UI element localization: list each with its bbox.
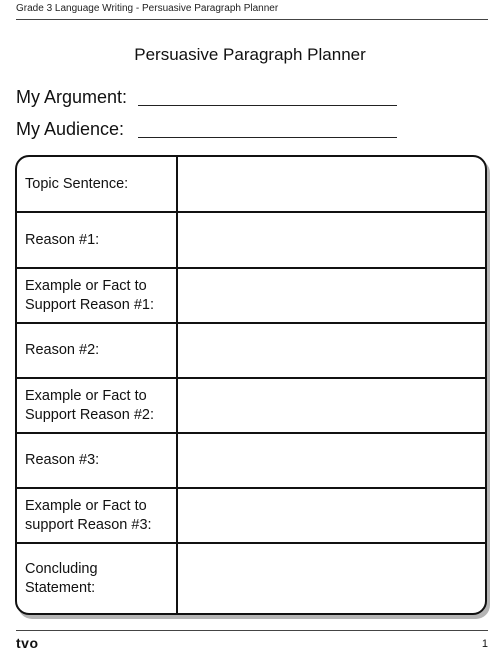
row-answer-cell[interactable]	[178, 489, 485, 542]
row-label	[17, 269, 178, 322]
row-label	[17, 379, 178, 432]
row-label-text: Example or Fact to Support Reason #1:	[25, 277, 154, 313]
planner-row-support-2	[17, 379, 485, 434]
page-title: Persuasive Paragraph Planner	[134, 45, 366, 64]
planner-row-concluding-statement	[17, 544, 485, 613]
page-number: 1	[481, 638, 488, 650]
row-label-text: Example or Fact to Support Reason #2:	[25, 387, 154, 423]
row-answer-cell[interactable]	[178, 324, 485, 377]
planner-row-support-3	[17, 489, 485, 544]
audience-write-line[interactable]	[138, 137, 397, 138]
row-label-text: Example or Fact to support Reason #3:	[25, 497, 152, 533]
planner-row-reason-3	[17, 434, 485, 489]
row-label-text: Reason #2:	[25, 342, 100, 358]
row-answer-cell[interactable]	[178, 434, 485, 487]
planner-row-reason-2	[17, 324, 485, 379]
row-label	[17, 324, 178, 377]
argument-write-line[interactable]	[138, 105, 397, 106]
row-label-text: Topic Sentence:	[25, 175, 129, 192]
footer-divider	[16, 630, 488, 631]
row-answer-cell[interactable]	[178, 379, 485, 432]
row-label	[17, 489, 178, 542]
row-label-text: Reason #1:	[25, 231, 100, 248]
row-answer-cell[interactable]	[178, 269, 485, 322]
argument-label: My Argument:	[16, 87, 128, 107]
row-label-text: Concluding Statement:	[25, 560, 98, 596]
row-label	[17, 157, 178, 211]
row-label	[17, 434, 178, 487]
planner-row-reason-1	[17, 213, 485, 269]
tvo-logo: tvo	[16, 635, 39, 651]
planner-row-topic-sentence	[17, 157, 485, 213]
planner-table	[15, 155, 487, 615]
row-label	[17, 213, 178, 267]
document-header: Grade 3 Language Writing - Persuasive Paragraph Planner	[16, 3, 279, 14]
row-answer-cell[interactable]	[178, 544, 485, 613]
row-label-text: Reason #3:	[25, 452, 100, 468]
row-answer-cell[interactable]	[178, 157, 485, 211]
row-answer-cell[interactable]	[178, 213, 485, 267]
audience-label: My Audience:	[16, 119, 125, 139]
row-label	[17, 544, 178, 613]
header-divider	[16, 19, 488, 20]
planner-row-support-1	[17, 269, 485, 324]
